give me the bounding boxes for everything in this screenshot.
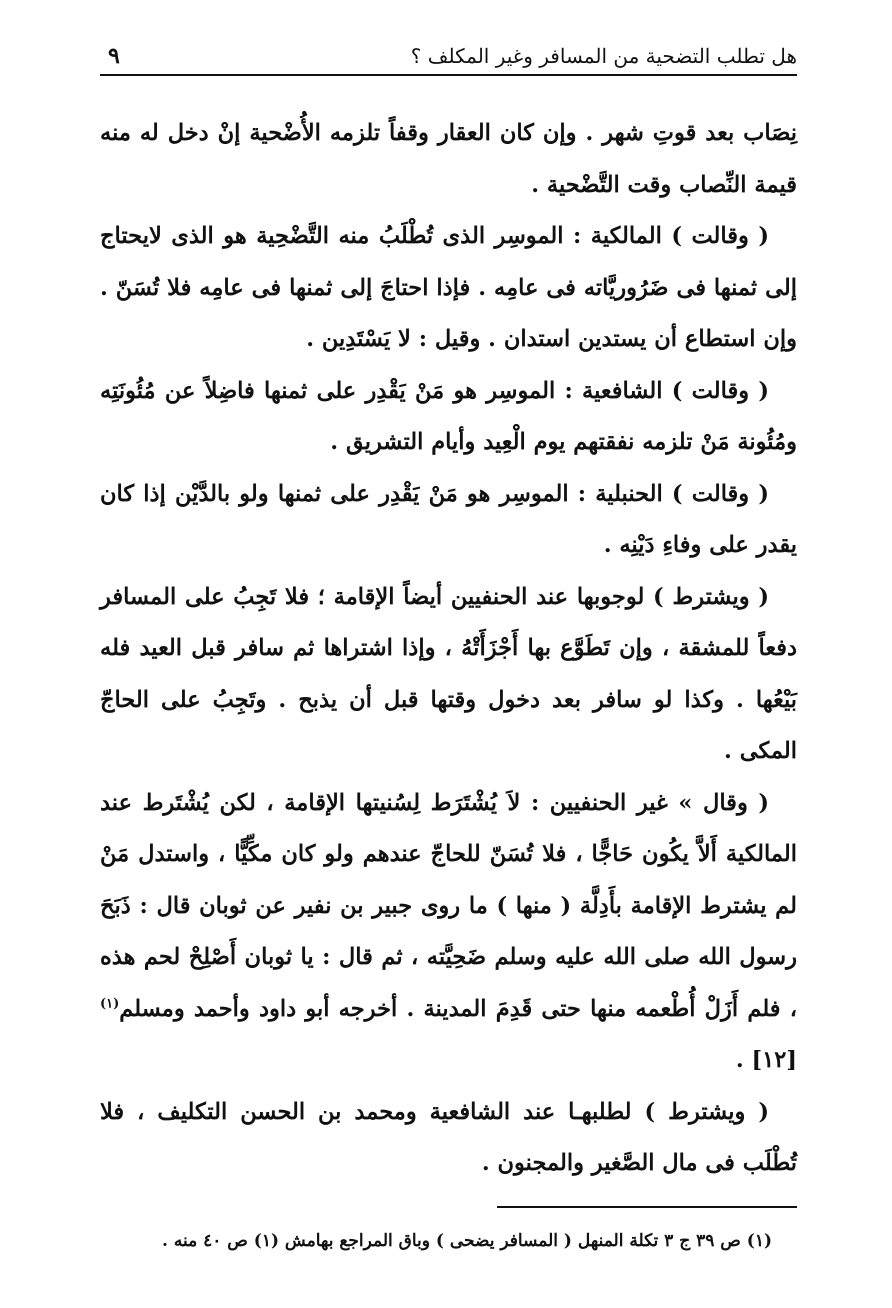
- page-number: ٩: [108, 43, 120, 69]
- main-text: [100, 108, 797, 1190]
- paragraph-non-hanafi-tail: [١٢] .: [735, 1047, 797, 1073]
- paragraph-residence-condition: ( ويشترط ) لوجوبها عند الحنفيين أيضاً الإقامة ؛ فلا تَجِبُ على المسافر دفعاً للمشقة ، وإن تَطَوَّع بها أَجْزَأَتْهُ ، وإذا اشتراها ثم سافر قبل العيد فله بَيْعُها . وكذا لو سافر بعد دخول وقتها قبل أن يذبح . وتَجِبُ على الحاجّ المكى .: [100, 583, 797, 764]
- paragraph-shafii: ( وقالت ) الشافعية : الموسِر هو مَنْ يَقْدِر على ثمنها فاضِلاً عن مُئُونَتِه ومُئُونة مَنْ تلزمه نفقتهم يوم الْعِيد وأيام التشريق .: [100, 377, 797, 455]
- page-header: [100, 38, 797, 76]
- paragraph-maliki: ( وقالت ) المالكية : الموسِر الذى تُطْلَبُ منه التَّضْحِية هو الذى لايحتاج إلى ثمنها فى ضَرُوريَّاته فى عامِه . فإذا احتاجَ إلى ثمنها فى عامِه فلا تُسَنّ . وإن استطاع أن يستدين استدان . وقيل : لا يَسْتَدِين .: [100, 223, 797, 352]
- footnote-reference: (١): [100, 996, 120, 1011]
- paragraph-non-hanafi: [100, 778, 797, 1087]
- paragraph-taklif: ( ويشترط ) لطلبهـا عند الشافعية ومحمد بن الحسن التكليف ، فلا تُطْلَب فى مال الصَّغير والمجنون .: [100, 1098, 797, 1176]
- running-title: هل تطلب التضحية من المسافر وغير المكلف ؟: [410, 44, 797, 68]
- paragraph-non-hanafi-text: ( وقال » غير الحنفيين : لاَ يُشْتَرَط لِسُنيتها الإقامة ، لكن يُشْتَرط عند المالكية أَلاَّ يكُون حَاجًّا ، فلا تُسَنّ للحاجّ عندهم ولو كان مكِّيًّا ، واستدل مَنْ لم يشترط الإقامة بأَدِلَّة ( منها ) ما روى جبير بن نفير عن ثوبان قال : ذَبَحَ رسول الله صلى الله عليه وسلم ضَحِيَّته ، ثم قال : يا ثوبان أَصْلِحْ لحم هذه ، فلم أَزَلْ أُطْعمه منها حتى قَدِمَ المدينة . أخرجه أبو داود وأحمد ومسلم: [100, 789, 797, 1022]
- footnote: (١) ص ٣٩ ج ٣ تكلة المنهل ( المسافر يضحى ) وباق المراجع بهامش (١) ص ٤٠ منه .: [162, 1231, 772, 1251]
- footnote-divider: [497, 1206, 797, 1208]
- paragraph-hanbali: ( وقالت ) الحنبلية : الموسِر هو مَنْ يَقْدِر على ثمنها ولو بالدَّيْن إذا كان يقدر على وفاءِ دَيْنِه .: [100, 480, 797, 558]
- paragraph-nisab: نِصَاب بعد قوتِ شهر . وإن كان العقار وقفاً تلزمه الأُضْحية إنْ دخل له منه قيمة النِّصاب وقت التَّضْحية .: [100, 120, 797, 198]
